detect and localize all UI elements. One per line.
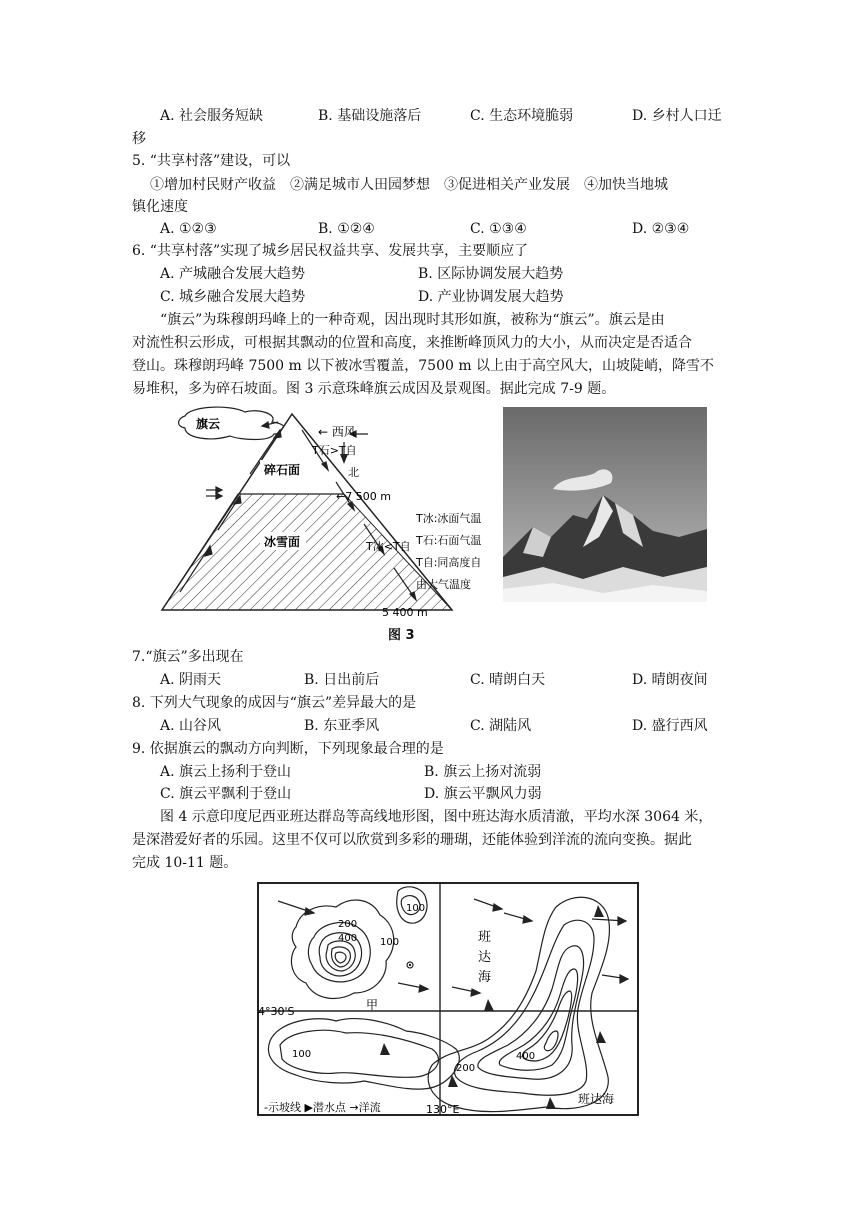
contour-label-100-east: 100: [380, 937, 400, 948]
q6-option-b: B. 区际协调发展大趋势: [418, 266, 564, 282]
figure3-caption: 图 3: [388, 628, 415, 643]
everest-photo: [503, 407, 707, 602]
q7-option-b: B. 日出前后: [304, 672, 380, 688]
contour-label-100-north: 100: [406, 903, 426, 914]
legend-line2: T石:石面气温: [416, 534, 482, 547]
snow-slope-label: 冰雪面: [264, 535, 301, 549]
legend-line1: T冰:冰面气温: [416, 512, 482, 525]
passage1-line3: 登山。珠穆朗玛峰 7500 m 以下被冰雪覆盖，7500 m 以上由于高空风大，山坡陡峭，降雪不: [132, 358, 715, 374]
temp-mid-label: T冰<T自: [366, 540, 411, 553]
latitude-label: 4°30'S: [258, 1005, 295, 1018]
gravel-slope-label: 碎石面: [264, 463, 301, 477]
q7-option-a: A. 阴雨天: [160, 672, 222, 688]
longitude-label: 130°E: [426, 1103, 460, 1116]
contour-label-200-north: 200: [338, 919, 358, 930]
q8-option-b: B. 东亚季风: [304, 718, 380, 734]
altitude-7500-label: ←7 500 m: [336, 490, 391, 503]
q5-option-d: D. ②③④: [632, 221, 690, 237]
contour-label-400-north: 400: [338, 933, 358, 944]
q7-stem: 7.“旗云”多出现在: [132, 649, 244, 665]
q4-option-c: C. 生态环境脆弱: [470, 108, 574, 124]
cloud-label: 旗云: [196, 417, 221, 431]
q5-stem: 5. “共享村落”建设，可以: [132, 153, 291, 169]
legend-line3: T自:同高度自: [416, 556, 482, 569]
altitude-5400-label: 5 400 m: [382, 606, 428, 619]
location-jia-label: 甲: [366, 998, 379, 1012]
q4-option-b: B. 基础设施落后: [318, 108, 422, 124]
q9-option-c: C. 旗云平飘利于登山: [160, 786, 292, 802]
banda-islands-map: [256, 881, 640, 1117]
q4-option-d-continued: 移: [132, 131, 146, 147]
q8-option-d: D. 盛行西风: [632, 718, 708, 734]
q9-stem: 9. 依据旗云的飘动方向判断，下列现象最合理的是: [132, 741, 444, 757]
flag-cloud-diagram: [150, 404, 490, 622]
contour-label-100-southwest: 100: [292, 1049, 312, 1060]
north-label: 北: [348, 466, 359, 479]
q6-option-a: A. 产城融合发展大趋势: [160, 266, 306, 282]
passage2-line1: 图 4 示意印度尼西亚班达群岛等高线地形图，图中班达海水质清澈，平均水深 3064 米，: [160, 809, 713, 825]
map-legend: -示坡线 ▶潜水点 →洋流: [264, 1101, 381, 1114]
q4-option-a: A. 社会服务短缺: [160, 108, 264, 124]
q9-option-b: B. 旗云上扬对流弱: [424, 764, 542, 780]
contour-label-200-southeast: 200: [456, 1063, 476, 1074]
q5-option-b: B. ①②④: [318, 221, 375, 237]
q4-option-d: D. 乡村人口迁: [632, 108, 722, 124]
temp-top-label: T石>T自: [312, 444, 357, 457]
q8-stem: 8. 下列大气现象的成因与“旗云”差异最大的是: [132, 695, 417, 711]
q5-option-c: C. ①③④: [470, 221, 527, 237]
q8-option-a: A. 山谷风: [160, 718, 222, 734]
passage2-line2: 是深潜爱好者的乐园。这里不仅可以欣赏到多彩的珊瑚，还能体验到洋流的流向变换。据此: [132, 832, 692, 848]
passage1-line4: 易堆积，多为碎石坡面。图 3 示意珠峰旗云成因及景观图。据此完成 7-9 题。: [132, 381, 616, 397]
banda-sea-label-char1: 班: [478, 930, 492, 945]
q8-option-c: C. 湖陆风: [470, 718, 532, 734]
passage1-line2: 对流性积云形成，可根据其飘动的位置和高度，来推断峰顶风力的大小，从而决定是否适合: [132, 335, 692, 351]
banda-sea-label-char2: 达: [478, 950, 492, 965]
q5-items-line2: 镇化速度: [132, 199, 188, 215]
q9-option-d: D. 旗云平飘风力弱: [424, 786, 542, 802]
contour-label-400-southeast: 400: [516, 1051, 536, 1062]
west-wind-label: ← 西风: [318, 425, 356, 439]
q5-items-line1: ①增加村民财产收益 ②满足城市人田园梦想 ③促进相关产业发展 ④加快当地城: [150, 177, 668, 193]
q7-option-c: C. 晴朗白天: [470, 672, 546, 688]
q5-option-a: A. ①②③: [160, 221, 217, 237]
q9-option-a: A. 旗云上扬利于登山: [160, 764, 292, 780]
legend-line4: 由大气温度: [416, 578, 471, 591]
q6-option-d: D. 产业协调发展大趋势: [418, 289, 564, 305]
passage2-line3: 完成 10-11 题。: [132, 855, 238, 871]
q7-option-d: D. 晴朗夜间: [632, 672, 708, 688]
passage1-line1: “旗云”为珠穆朗玛峰上的一种奇观，因出现时其形如旗，被称为“旗云”。旗云是由: [160, 312, 665, 328]
banda-sea-label-horizontal: 班达海: [578, 1092, 615, 1106]
banda-sea-label-char3: 海: [478, 970, 492, 985]
q6-option-c: C. 城乡融合发展大趋势: [160, 289, 306, 305]
q6-stem: 6. “共享村落”实现了城乡居民权益共享、发展共享，主要顺应了: [132, 243, 529, 259]
